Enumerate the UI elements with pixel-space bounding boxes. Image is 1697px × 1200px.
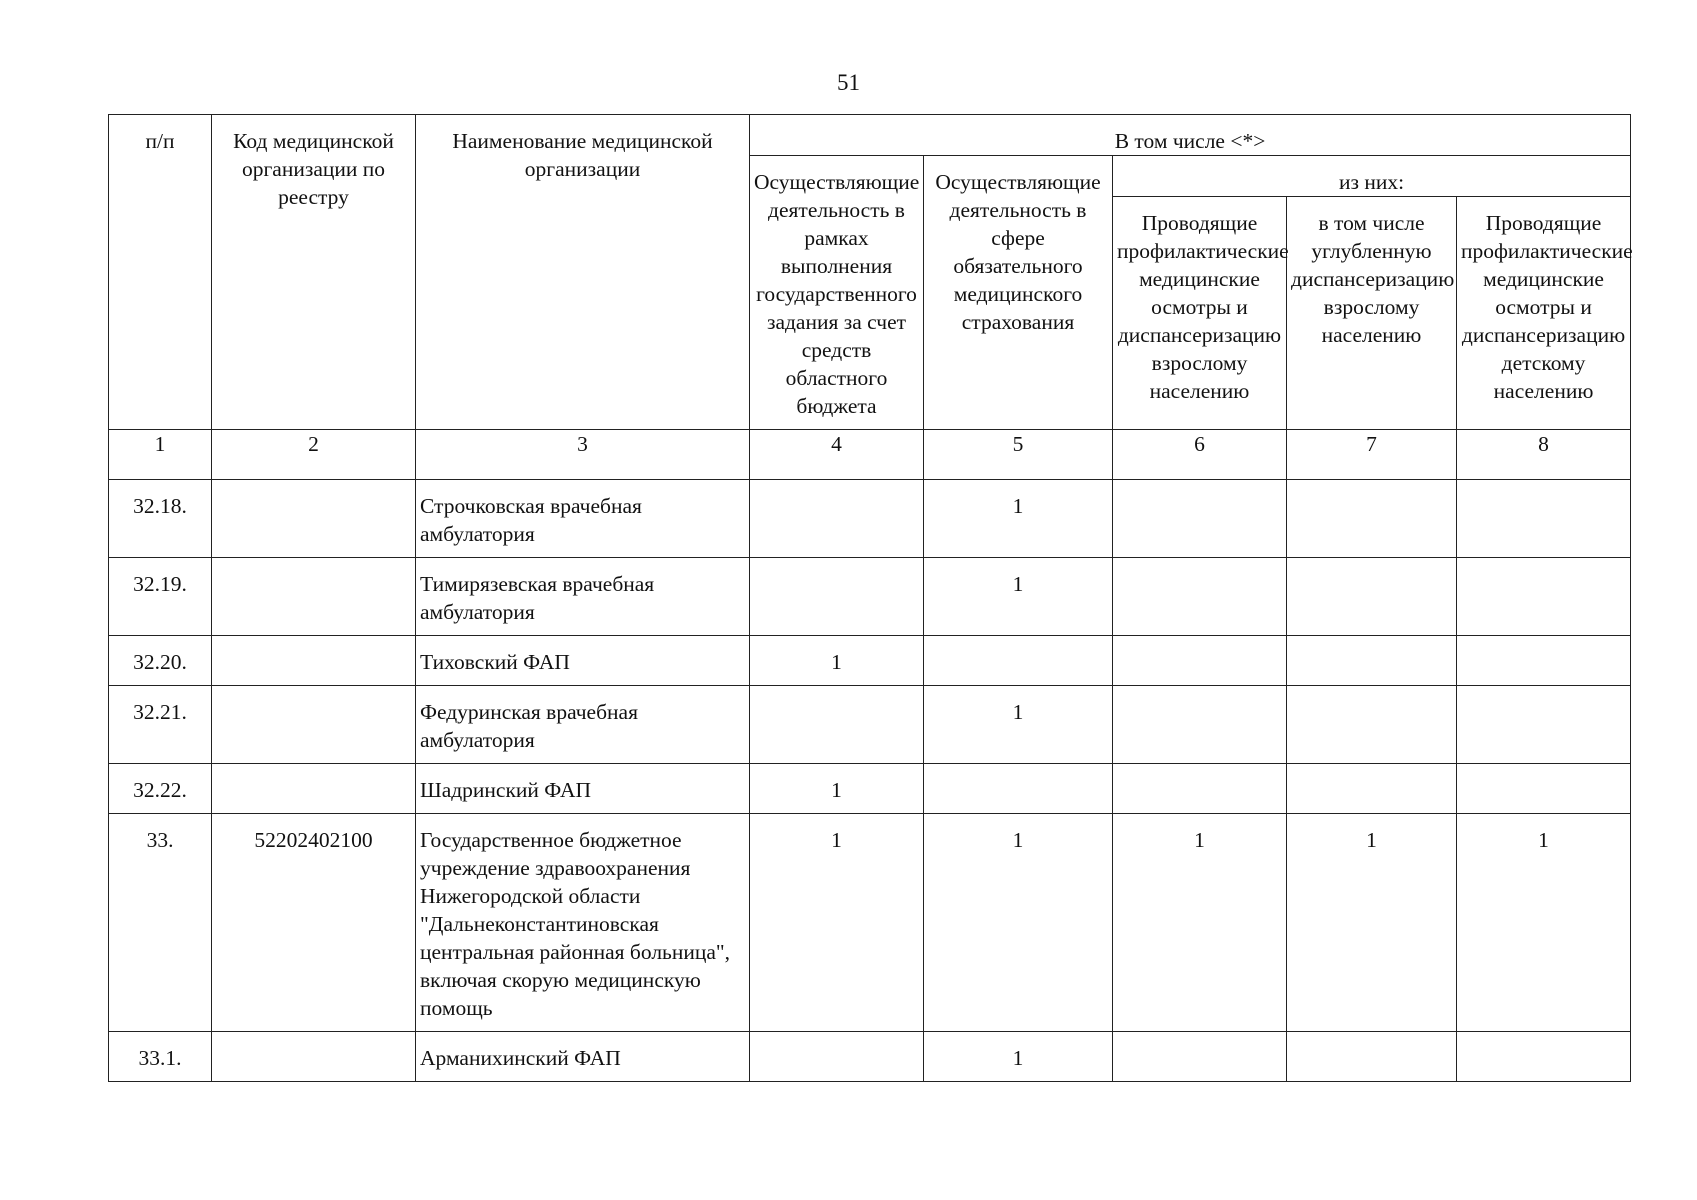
row-adult-checkups <box>1113 636 1287 686</box>
column-number: 3 <box>416 430 750 480</box>
header-name: Наименование медицинской организации <box>416 115 750 430</box>
column-number: 5 <box>924 430 1113 480</box>
row-num: 32.21. <box>109 686 212 764</box>
row-org-name: Шадринский ФАП <box>416 764 750 814</box>
row-child-checkups <box>1457 636 1631 686</box>
table-row <box>109 686 1631 764</box>
column-number: 2 <box>212 430 416 480</box>
table-row <box>109 1032 1631 1082</box>
row-child-checkups: 1 <box>1457 814 1631 1032</box>
row-adult-checkups <box>1113 686 1287 764</box>
row-deep-dispensary <box>1287 480 1457 558</box>
row-child-checkups <box>1457 480 1631 558</box>
row-child-checkups <box>1457 764 1631 814</box>
header-child-checkups: Проводящие профилактические медицинские осмотры и диспансеризацию детскому населению <box>1457 197 1631 430</box>
row-org-name: Тимирязевская врачебная амбулатория <box>416 558 750 636</box>
row-child-checkups <box>1457 558 1631 636</box>
row-state-task: 1 <box>750 636 924 686</box>
row-adult-checkups: 1 <box>1113 814 1287 1032</box>
table-body <box>109 480 1631 1082</box>
row-deep-dispensary <box>1287 558 1457 636</box>
row-adult-checkups <box>1113 558 1287 636</box>
row-num: 32.22. <box>109 764 212 814</box>
header-group-of-them: из них: <box>1113 156 1631 197</box>
table-row <box>109 636 1631 686</box>
medical-organizations-table <box>108 114 1631 1082</box>
row-child-checkups <box>1457 1032 1631 1082</box>
row-num: 32.18. <box>109 480 212 558</box>
table-header <box>109 115 1631 480</box>
row-child-checkups <box>1457 686 1631 764</box>
header-oms: Осуществляющие деятельность в сфере обязательного медицинского страхования <box>924 156 1113 430</box>
row-org-name: Арманихинский ФАП <box>416 1032 750 1082</box>
row-state-task: 1 <box>750 814 924 1032</box>
row-code <box>212 686 416 764</box>
header-code: Код медицинской организации по реестру <box>212 115 416 430</box>
row-state-task <box>750 1032 924 1082</box>
column-number: 8 <box>1457 430 1631 480</box>
row-deep-dispensary <box>1287 1032 1457 1082</box>
header-deep-dispensary: в том числе углубленную диспансеризацию взрослому населению <box>1287 197 1457 430</box>
row-org-name: Тиховский ФАП <box>416 636 750 686</box>
column-number: 1 <box>109 430 212 480</box>
row-oms: 1 <box>924 558 1113 636</box>
row-oms: 1 <box>924 1032 1113 1082</box>
row-deep-dispensary <box>1287 636 1457 686</box>
header-num: п/п <box>109 115 212 430</box>
row-oms: 1 <box>924 814 1113 1032</box>
row-code <box>212 764 416 814</box>
row-adult-checkups <box>1113 480 1287 558</box>
page-number: 51 <box>837 70 860 95</box>
row-state-task <box>750 686 924 764</box>
row-org-name: Федуринская врачебная амбулатория <box>416 686 750 764</box>
row-adult-checkups <box>1113 764 1287 814</box>
row-code: 52202402100 <box>212 814 416 1032</box>
row-oms <box>924 764 1113 814</box>
row-oms: 1 <box>924 686 1113 764</box>
row-org-name: Государственное бюджетное учреждение здравоохранения Нижегородской области "Дальнеконстантиновская центральная районная больница", включая скорую медицинскую помощь <box>416 814 750 1032</box>
table-row <box>109 764 1631 814</box>
row-num: 32.19. <box>109 558 212 636</box>
row-state-task: 1 <box>750 764 924 814</box>
header-adult-checkups: Проводящие профилактические медицинские осмотры и диспансеризацию взрослому населению <box>1113 197 1287 430</box>
column-number: 7 <box>1287 430 1457 480</box>
table-row <box>109 480 1631 558</box>
row-num: 32.20. <box>109 636 212 686</box>
row-oms: 1 <box>924 480 1113 558</box>
row-oms <box>924 636 1113 686</box>
table-row <box>109 558 1631 636</box>
row-code <box>212 558 416 636</box>
row-code <box>212 480 416 558</box>
column-number: 6 <box>1113 430 1287 480</box>
row-num: 33. <box>109 814 212 1032</box>
row-adult-checkups <box>1113 1032 1287 1082</box>
row-deep-dispensary <box>1287 764 1457 814</box>
row-org-name: Строчковская врачебная амбулатория <box>416 480 750 558</box>
header-group-including: В том числе <*> <box>750 115 1631 156</box>
column-number-row <box>109 430 1631 480</box>
row-deep-dispensary <box>1287 686 1457 764</box>
header-state-task: Осуществляющие деятельность в рамках выполнения государственного задания за счет средств областного бюджета <box>750 156 924 430</box>
row-code <box>212 1032 416 1082</box>
column-number: 4 <box>750 430 924 480</box>
row-state-task <box>750 558 924 636</box>
row-code <box>212 636 416 686</box>
row-deep-dispensary: 1 <box>1287 814 1457 1032</box>
table-row <box>109 814 1631 1032</box>
row-state-task <box>750 480 924 558</box>
row-num: 33.1. <box>109 1032 212 1082</box>
